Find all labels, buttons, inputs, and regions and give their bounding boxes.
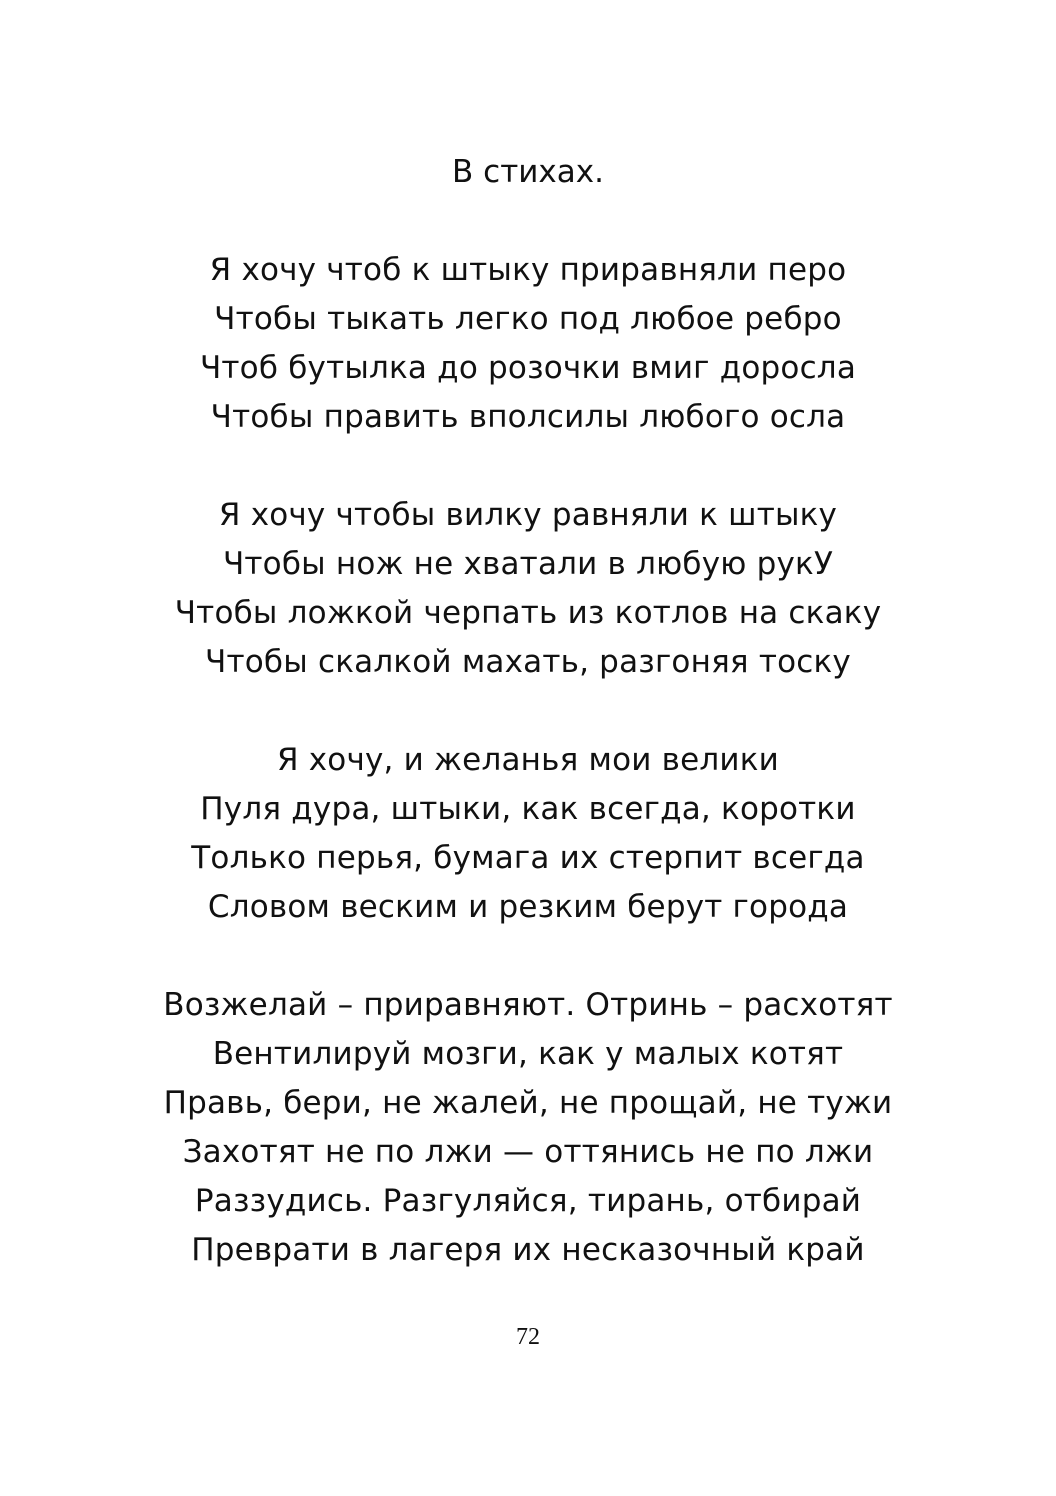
page-number: 72 — [516, 1324, 540, 1350]
stanza-4 — [0, 981, 1056, 1275]
poem-line: Правь, бери, не жалей, не прощай, не тужи — [163, 1085, 893, 1121]
poem-title: В стихах. — [452, 154, 604, 190]
poem-line: Возжелай – приравняют. Отринь – расхотят — [163, 987, 893, 1023]
poem-line: Чтобы тыкать легко под любое ребро — [214, 301, 842, 337]
poem-line: Чтобы править вполсилы любого осла — [210, 399, 846, 435]
stanza-2 — [0, 491, 1056, 687]
poem-line: Только перья, бумага их стерпит всегда — [191, 840, 865, 876]
poem-line: Я хочу чтоб к штыку приравняли перо — [209, 252, 847, 288]
poem-line: Захотят не по лжи — оттянись не по лжи — [182, 1134, 874, 1170]
poem-line: Чтобы нож не хватали в любую рукУ — [222, 546, 834, 582]
poem-line: Вентилируй мозги, как у малых котят — [212, 1036, 844, 1072]
poem-line: Чтоб бутылка до розочки вмиг доросла — [199, 350, 857, 386]
poem-line: Преврати в лагеря их несказочный край — [191, 1232, 865, 1268]
poem-line: Раззудись. Разгуляйся, тирань, отбирай — [194, 1183, 862, 1219]
stanza-1 — [0, 246, 1056, 442]
stanza-3 — [0, 736, 1056, 932]
poem-line: Я хочу, и желанья мои велики — [276, 742, 780, 778]
poem-line: Словом веским и резким берут города — [207, 889, 849, 925]
poem-line: Я хочу чтобы вилку равняли к штыку — [218, 497, 838, 533]
poem-line: Чтобы ложкой черпать из котлов на скаку — [174, 595, 882, 631]
poem-line: Пуля дура, штыки, как всегда, коротки — [200, 791, 856, 827]
poem-line: Чтобы скалкой махать, разгоняя тоску — [205, 644, 851, 680]
